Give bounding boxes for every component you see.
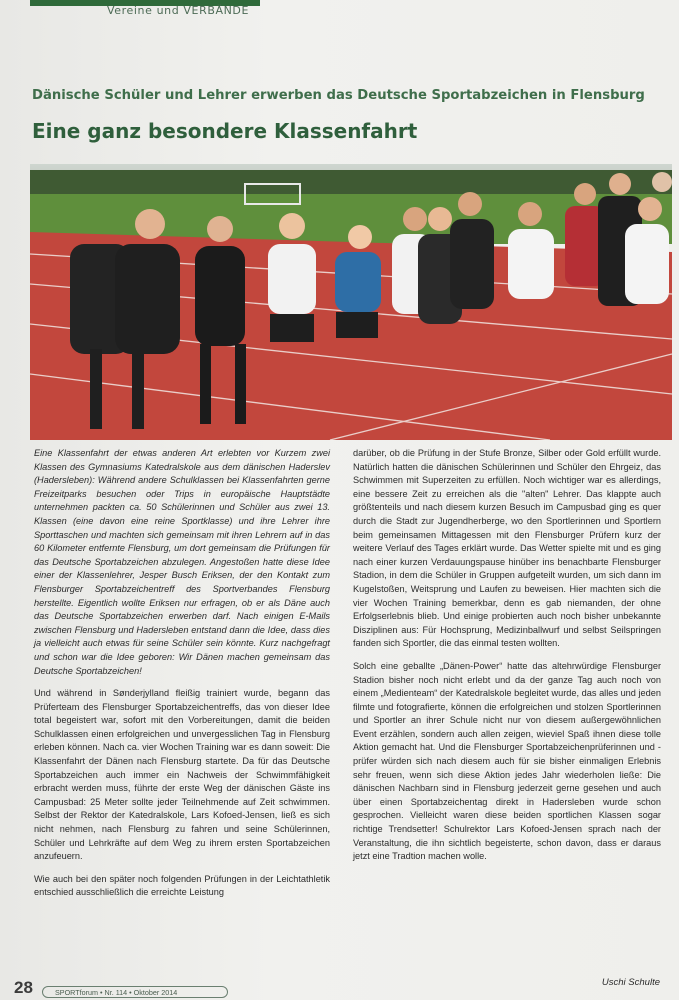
- article-photo: [30, 164, 672, 440]
- article-author: Uschi Schulte: [601, 977, 660, 988]
- article-paragraph: darüber, ob die Prüfung in der Stufe Bronze, Silber oder Gold erfüllt wurde. Natürlich hatten die dänischen Schülerinnen und Schüler den Ehrgeiz, das Schwimmen mit Superzeiten zu erfüllen. Noch wichtiger war es allerdings, eine bessere Zeit zu erreichen als die "alten" Lehrer. Das klappte auch größtenteils und nach diesem kurzen Besuch im Campusbad ging es quer durch die Stadt zur Jugendherberge, wo den Sportlerinnen und Sportlern beim gemeinsamen Mittagessen mit den Flensburger Prüfern kurz der weitere Verlauf des Tages erklärt wurde. Das Wetter spielte mit und es ging nach einer kurzen Verdauungspause hinüber ins benachbarte Flensburger Stadion, in dem die Schüler in Gruppen aufgeteilt wurden, um sich dann im Kugelstoßen, Weitsprung und Laufen zu beweisen. Hier machten sich die vier Wochen Training bemerkbar, denn es gab niemanden, der ohne Erfolgserlebnis blieb. Und einige probierten auch noch bisher unbekannte Disziplinen aus: Für Hochsprung, Medizinballwurf und selbst Seilspringen fanden sich Sportler, die das einmal testen wollten.: [353, 448, 661, 649]
- article-paragraph: Solch eine geballte „Dänen-Power“ hatte das altehrwürdige Flensburger Stadion bisher noch nicht erlebt und da der ganze Tag auch noch von einem „Medienteam“ der Katedralskole begleitet wurde, das alles und jeden filmte und fotografierte, können die erfolgreichen und stolzen Sportlerinnen und Sportler an ihrer Schule nicht nur von diesem außergewöhnlichen Event erzählen, sondern auch allen zeigen, wieviel Spaß ihnen diese tolle Aktion gemacht hat. Und die Flensburger Sportabzeichenprüferinnen und -prüfer würden sich nach diesem auch für sie bisher einmaligen Erlebnis sehr freuen, wenn sich diese Aktion jedes Jahr wiederholen ließe: Die dänischen Nachbarn sind in Flensburg jederzeit gerne gesehen und auch über einen Sportabzeichentag direkt in Hadersleben wurde schon gesprochen. Vielleicht waren diese beiden sportlichen Klassen sogar richtige Trendsetter! Schulrektor Lars Kofoed-Jensen sprach nach der Veranstaltung, die ihn sichtlich begeisterte, schon davon, dass er daraus jetzt eine Tradtion machen wolle.: [353, 660, 661, 862]
- race-start-photo-illustration: [30, 164, 672, 440]
- article-column-left: [34, 447, 330, 909]
- article-paragraph: Wie auch bei den später noch folgenden Prüfungen in der Leichtathletik entschied ausschließlich die erreichte Leistung: [34, 873, 330, 898]
- article-paragraph: Und während in Sønderjylland fleißig trainiert wurde, begann das Prüferteam des Flensburger Sportabzeichentreffs, das von dieser Idee total begeistert war, sofort mit den Vorbereitungen, damit die beiden Schulklassen einen erfolgreichen und unvergesslichen Tag in Flensburg erleben können. Nach ca. vier Wochen Training war es dann soweit: Die Klassenfahrt der Dänen nach Flensburg startete. Da für das Deutsche Sportabzeichen auch immer ein Nachweis der Schwimmfähigkeit erbracht werden muss, führte der erste Weg der dänischen Gäste ins Campusbad: 25 Meter sollte jeder Teilnehmende auf Zeit schwimmen. Selbst der Rektor der Katedralskole, Lars Kofoed-Jensen, ließ es sich nicht nehmen, nach Flensburg zu fahren und seine Schülerinnen, Schüler und Lehrkräfte auf dem Weg zu ihrem ersten Sportabzeichen anzufeuern.: [34, 688, 330, 862]
- article-overline: Dänische Schüler und Lehrer erwerben das Deutsche Sportabzeichen in Flensburg: [32, 88, 645, 103]
- page-number: 28: [14, 978, 33, 997]
- section-label: Vereine und VERBÄNDE: [107, 4, 250, 17]
- article-title: Eine ganz besondere Klassenfahrt: [32, 119, 418, 143]
- article-intro: Eine Klassenfahrt der etwas anderen Art erlebten vor Kurzem zwei Klassen des Gymnasiums Katedralskole aus dem dänischen Haderslev (Hadersleben): Während andere Schulklassen bei Klassenfahrten gerne Freizeitparks besuchen oder Trips in europäische Hauptstädte unternehmen packten ca. 50 Schülerinnen und Schüler aus zwei 13. Klassen (eine davon eine reine Sportklasse) und ihre Lehrer ihre Sporttaschen und machten sich gemeinsam mit ihren Lehrern auf in das 60 Kilometer entfernte Flensburg, um dort gemeinsam die Prüfungen für das Deutsche Sportabzeichen abzulegen. Angestoßen hatte diese Idee einer der Klassenlehrer, Jesper Busch Eriksen, der den Kontakt zum Flensburger Sportabzeichentreff des Sportverbandes Flensburg herstellte. Eigentlich wollte Eriksen nur erfragen, ob er als Däne auch das Deutsche Sportabzeichen erwerben darf. Nach einigen E-Mails zwischen Flensburg und Hadersleben entstand dann die Idee, dass dies ja vielleicht auch etwas für seine Schüler sein könnte. Kurz nachgefragt und schon war die Idee geboren: Wir Dänen machen gemeinsam das Deutsche Sportabzeichen!: [34, 448, 330, 676]
- publication-footer: SPORTforum • Nr. 114 • Oktober 2014: [42, 986, 228, 998]
- article-column-right: [353, 447, 661, 873]
